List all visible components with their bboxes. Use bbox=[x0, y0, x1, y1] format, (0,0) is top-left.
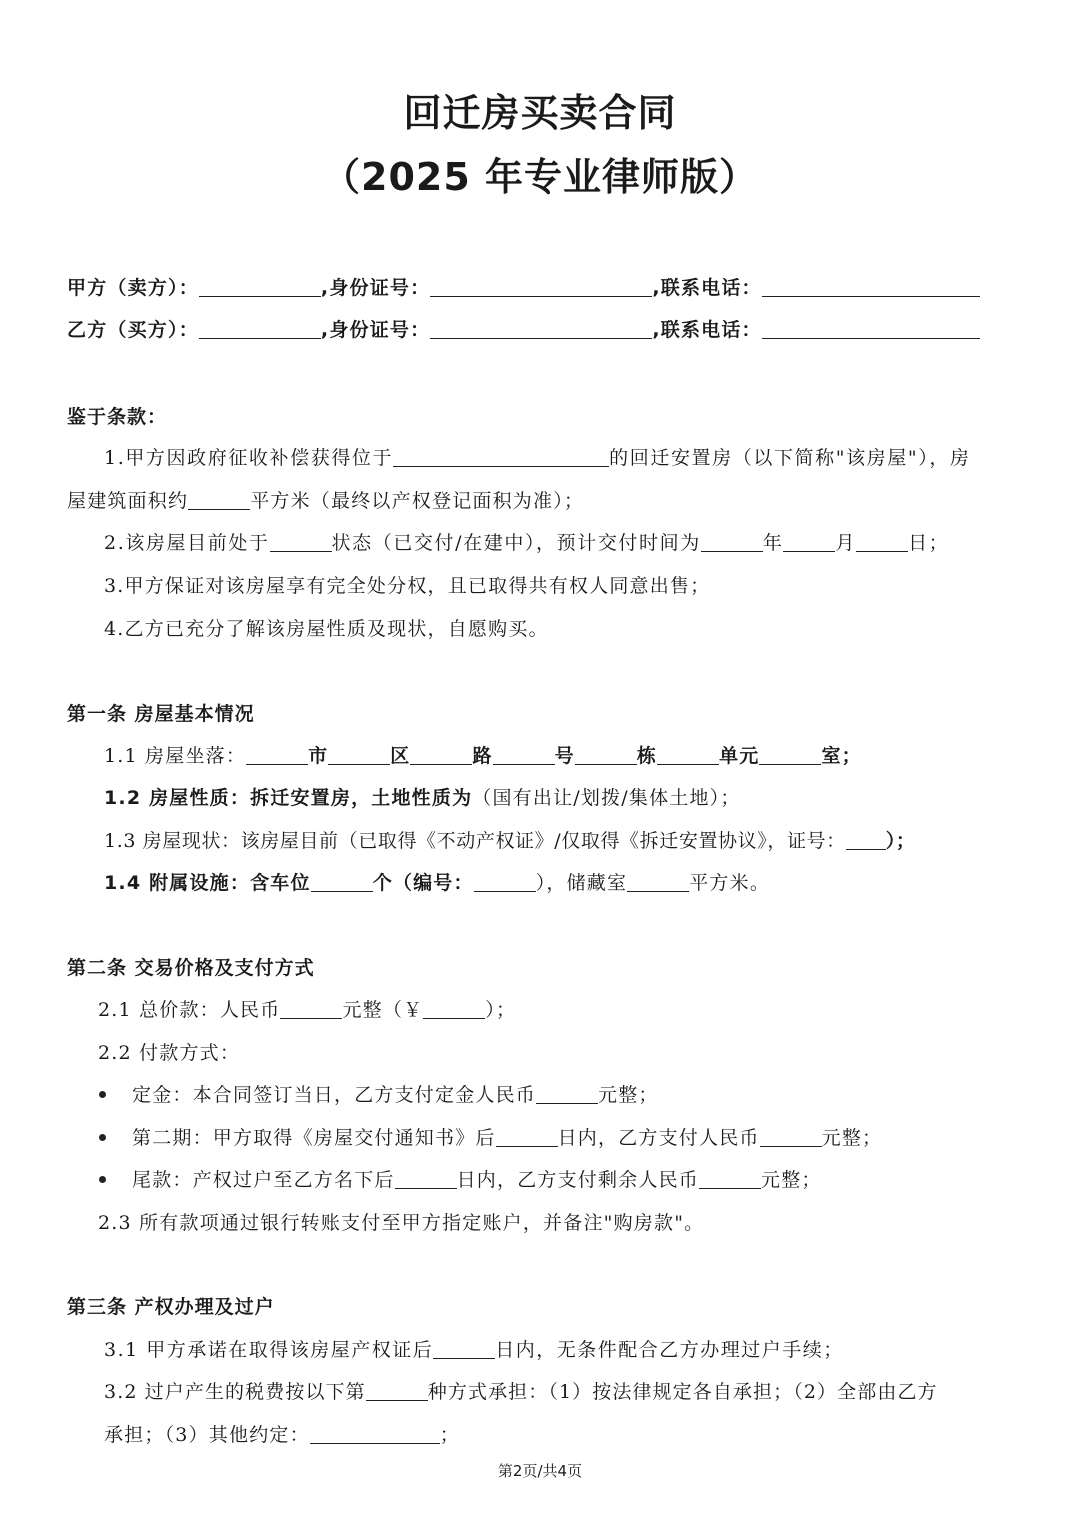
location-label: 1.1 房屋坐落： bbox=[104, 745, 247, 767]
final-text-b: 日内，乙方支付剩余人民币 bbox=[456, 1169, 700, 1191]
cert-number-blank[interactable] bbox=[846, 830, 886, 850]
final-text-a: 尾款：产权过户至乙方名下后 bbox=[132, 1169, 395, 1191]
recital-item-1 bbox=[104, 443, 971, 470]
deposit-unit: 元整； bbox=[598, 1084, 659, 1106]
room-blank[interactable] bbox=[759, 745, 821, 765]
art1-status-line bbox=[104, 826, 915, 853]
unit-blank[interactable] bbox=[657, 745, 719, 765]
page-number: 第2页/共4页 bbox=[497, 1462, 583, 1480]
area-blank[interactable] bbox=[188, 490, 250, 510]
nature-label: 1.2 房屋性质：拆迁安置房，土地性质为 bbox=[104, 787, 473, 809]
party-b-id-blank[interactable] bbox=[430, 319, 652, 339]
art3-1-text-b: 日内，无条件配合乙方办理过户手续； bbox=[495, 1339, 844, 1361]
final-unit: 元整； bbox=[761, 1169, 822, 1191]
parking-number-blank[interactable] bbox=[474, 872, 536, 892]
party-b-phone-blank[interactable] bbox=[762, 319, 980, 339]
delivery-day-blank[interactable] bbox=[856, 532, 908, 552]
art3-2-text-b: 种方式承担：（1）按法律规定各自承担；（2）全部由乙方 bbox=[427, 1381, 938, 1403]
bullet-icon bbox=[99, 1176, 106, 1183]
recitals-heading: 鉴于条款： bbox=[67, 406, 168, 428]
party-b-name-blank[interactable] bbox=[199, 319, 321, 339]
road-label: 路 bbox=[472, 745, 493, 767]
district-label: 区 bbox=[390, 745, 411, 767]
second-amount-blank[interactable] bbox=[760, 1127, 822, 1147]
art3-line-2-cont bbox=[104, 1420, 460, 1447]
art2-bullet-second bbox=[99, 1123, 882, 1150]
art2-bullet-deposit bbox=[99, 1080, 659, 1107]
final-days-blank[interactable] bbox=[395, 1169, 457, 1189]
number-label: 号 bbox=[554, 745, 575, 767]
transfer-days-blank[interactable] bbox=[433, 1339, 495, 1359]
delivery-month-blank[interactable] bbox=[783, 532, 835, 552]
status-text: 1.3 房屋现状：该房屋目前（已取得《不动产权证》/仅取得《拆迁安置协议》，证号： bbox=[104, 830, 846, 852]
art3-line-1 bbox=[104, 1335, 844, 1362]
recital-item-2 bbox=[104, 528, 949, 555]
recital-2-text-a: 2.该房屋目前处于 bbox=[104, 532, 270, 554]
party-a-id-blank[interactable] bbox=[430, 277, 652, 297]
recital-1-text-c: 屋建筑面积约 bbox=[67, 490, 189, 512]
bullet-icon bbox=[99, 1091, 106, 1098]
art1-facilities-line bbox=[104, 868, 770, 895]
road-blank[interactable] bbox=[410, 745, 472, 765]
facilities-label: 1.4 附属设施：含车位 bbox=[104, 872, 311, 894]
city-label: 市 bbox=[308, 745, 329, 767]
other-agreement-blank[interactable] bbox=[310, 1424, 440, 1444]
tax-option-blank[interactable] bbox=[366, 1381, 428, 1401]
party-b-label: 乙方（买方）： bbox=[67, 319, 199, 341]
recital-item-4: 4.乙方已充分了解该房屋性质及现状，自愿购买。 bbox=[104, 618, 549, 640]
year-label: 年 bbox=[762, 532, 784, 554]
party-b-phone-label: ,联系电话： bbox=[652, 319, 762, 341]
second-unit: 元整； bbox=[821, 1127, 883, 1149]
art2-payment-method: 2.2 付款方式： bbox=[98, 1042, 241, 1064]
status-blank[interactable] bbox=[270, 532, 332, 552]
recital-item-1-cont bbox=[67, 486, 584, 513]
month-label: 月 bbox=[835, 532, 857, 554]
party-b-line bbox=[67, 315, 980, 342]
storage-area-blank[interactable] bbox=[627, 872, 689, 892]
second-days-blank[interactable] bbox=[496, 1127, 558, 1147]
document-subtitle: （2025 年专业律师版） bbox=[322, 155, 758, 199]
storage-label: ），储藏室 bbox=[535, 872, 628, 894]
status-close: ）； bbox=[885, 830, 916, 852]
document-title: 回迁房买卖合同 bbox=[403, 91, 677, 135]
party-a-line bbox=[67, 273, 980, 300]
article-2-heading: 第二条 交易价格及支付方式 bbox=[67, 957, 315, 979]
art3-2-text-c: 承担；（3）其他约定： bbox=[104, 1424, 310, 1446]
article-3-heading: 第三条 产权办理及过户 bbox=[67, 1296, 275, 1318]
number-blank[interactable] bbox=[493, 745, 555, 765]
art3-2-text-a: 3.2 过户产生的税费按以下第 bbox=[104, 1381, 366, 1403]
bullet-icon bbox=[99, 1134, 106, 1141]
room-label: 室； bbox=[821, 745, 862, 767]
second-text-b: 日内，乙方支付人民币 bbox=[557, 1127, 760, 1149]
delivery-year-blank[interactable] bbox=[701, 532, 763, 552]
total-yuan-label: 元整（￥ bbox=[342, 999, 424, 1021]
art2-total-line bbox=[98, 995, 516, 1022]
location-blank[interactable] bbox=[393, 447, 609, 467]
recital-1-text-d: 平方米（最终以产权登记面积为准）； bbox=[250, 490, 585, 512]
total-words-blank[interactable] bbox=[280, 999, 342, 1019]
art1-location-line bbox=[104, 741, 862, 768]
deposit-blank[interactable] bbox=[536, 1084, 598, 1104]
party-a-label: 甲方（卖方）： bbox=[67, 277, 199, 299]
building-label: 栋 bbox=[636, 745, 658, 767]
party-b-id-label: ,身份证号： bbox=[320, 319, 431, 341]
nature-options: （国有出让/划拨/集体土地）； bbox=[472, 787, 741, 809]
party-a-phone-blank[interactable] bbox=[762, 277, 980, 297]
building-blank[interactable] bbox=[575, 745, 637, 765]
art3-1-text-a: 3.1 甲方承诺在取得该房屋产权证后 bbox=[104, 1339, 434, 1361]
district-blank[interactable] bbox=[328, 745, 390, 765]
deposit-text: 定金：本合同签订当日，乙方支付定金人民币 bbox=[132, 1084, 537, 1106]
second-text-a: 第二期：甲方取得《房屋交付通知书》后 bbox=[132, 1127, 496, 1149]
party-a-name-blank[interactable] bbox=[199, 277, 321, 297]
city-blank[interactable] bbox=[246, 745, 308, 765]
art2-transfer-note: 2.3 所有款项通过银行转账支付至甲方指定账户，并备注"购房款"。 bbox=[98, 1212, 705, 1234]
recital-2-text-b: 状态（已交付/在建中），预计交付时间为 bbox=[331, 532, 701, 554]
recital-item-3: 3.甲方保证对该房屋享有完全处分权，且已取得共有权人同意出售； bbox=[104, 575, 711, 597]
unit-label: 单元 bbox=[719, 745, 760, 767]
recital-1-text-a: 1.甲方因政府征收补偿获得位于 bbox=[104, 447, 394, 469]
total-figure-blank[interactable] bbox=[423, 999, 485, 1019]
final-amount-blank[interactable] bbox=[699, 1169, 761, 1189]
art3-line-2 bbox=[104, 1377, 938, 1404]
day-label: 日； bbox=[908, 532, 950, 554]
total-label: 2.1 总价款：人民币 bbox=[98, 999, 281, 1021]
party-a-id-label: ,身份证号： bbox=[320, 277, 431, 299]
recital-1-text-b: 的回迁安置房（以下简称"该房屋"），房 bbox=[609, 447, 971, 469]
art1-nature-line bbox=[104, 783, 741, 810]
party-a-phone-label: ,联系电话： bbox=[652, 277, 762, 299]
parking-number-label: 个（编号： bbox=[372, 872, 474, 894]
article-1-heading: 第一条 房屋基本情况 bbox=[67, 703, 255, 725]
art3-2-text-d: ； bbox=[439, 1424, 460, 1446]
total-close: ）； bbox=[485, 999, 517, 1021]
storage-unit: 平方米。 bbox=[689, 872, 771, 894]
art2-bullet-final bbox=[99, 1165, 822, 1192]
parking-count-blank[interactable] bbox=[311, 872, 373, 892]
